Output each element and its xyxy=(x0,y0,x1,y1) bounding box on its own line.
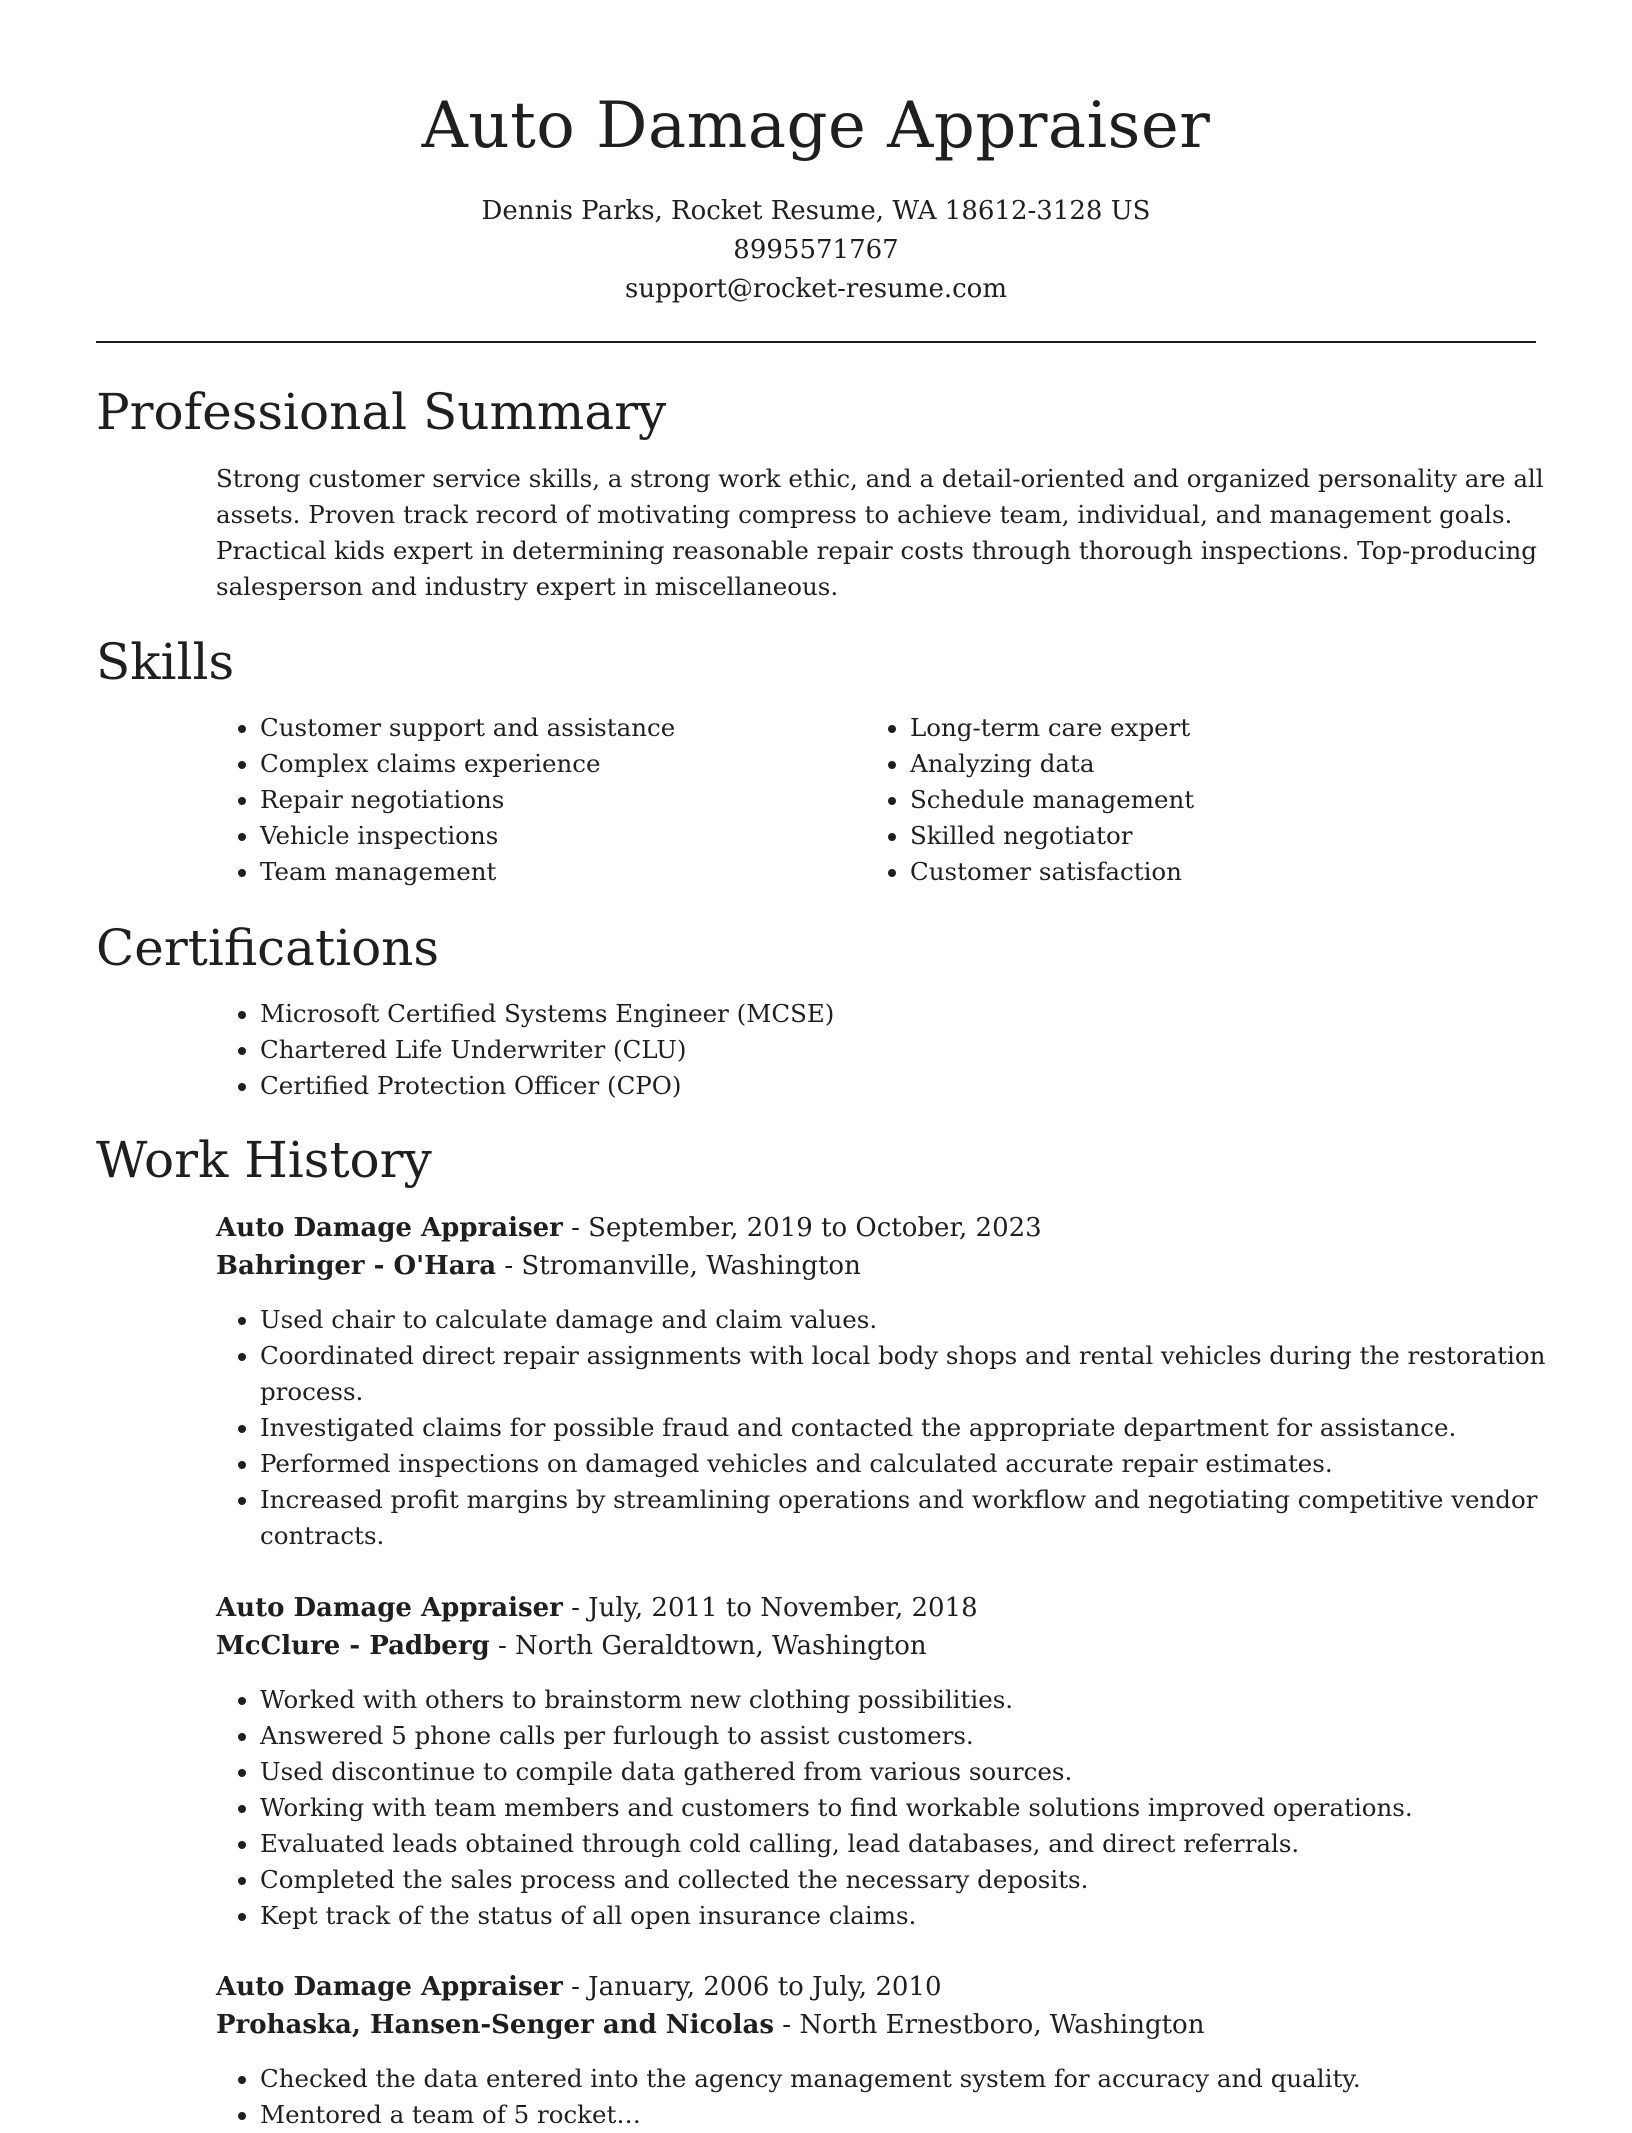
job-company-line: McClure - Padberg - North Geraldtown, Washington xyxy=(216,1631,927,1661)
job-bullet: • Coordinated direct repair assignments with local body shops and rental vehicles during the restoration process. xyxy=(260,1338,1576,1410)
skill-item: • Vehicle inspections xyxy=(260,818,675,854)
job-title: Auto Damage Appraiser xyxy=(216,1213,563,1243)
resume-title: Auto Damage Appraiser xyxy=(421,89,1211,163)
job-bullet: • Evaluated leads obtained through cold calling, lead databases, and direct referrals. xyxy=(260,1826,1556,1862)
skill-item: • Analyzing data xyxy=(910,746,1194,782)
contact-phone: 8995571767 xyxy=(733,235,899,265)
job-bullet: • Mentored a team of 5 rocket… xyxy=(260,2097,1556,2133)
job-location: North Geraldtown, Washington xyxy=(515,1631,927,1661)
job-company: Bahringer - O'Hara xyxy=(216,1251,497,1281)
job-dates: September, 2019 to October, 2023 xyxy=(588,1213,1042,1243)
skills-column-left xyxy=(216,710,675,890)
job-company: McClure - Padberg xyxy=(216,1631,490,1661)
job-title-line: Auto Damage Appraiser - July, 2011 to November, 2018 xyxy=(216,1593,978,1623)
job-header xyxy=(216,1209,1536,1285)
job-bullet: • Completed the sales process and collected the necessary deposits. xyxy=(260,1862,1556,1898)
job-dates: January, 2006 to July, 2010 xyxy=(588,1972,942,2002)
job-bullets xyxy=(216,1682,1556,1934)
skill-item: • Long-term care expert xyxy=(910,710,1194,746)
job-company-line: Prohaska, Hansen-Senger and Nicolas - North Ernestboro, Washington xyxy=(216,2010,1205,2040)
job-bullet: • Checked the data entered into the agency management system for accuracy and quality. xyxy=(260,2061,1556,2097)
skill-item: • Skilled negotiator xyxy=(910,818,1194,854)
job-bullet: • Used chair to calculate damage and claim values. xyxy=(260,1302,1576,1338)
certifications-list xyxy=(216,996,1556,1104)
job-bullet: • Performed inspections on damaged vehicles and calculated accurate repair estimates. xyxy=(260,1446,1576,1482)
skills-heading: Skills xyxy=(96,633,235,691)
skills-column-right xyxy=(866,710,1194,890)
job-bullets xyxy=(216,2061,1556,2133)
certification-item: • Certified Protection Officer (CPO) xyxy=(260,1068,1556,1104)
job-bullet: • Used discontinue to compile data gathered from various sources. xyxy=(260,1754,1556,1790)
job-bullet: • Answered 5 phone calls per furlough to assist customers. xyxy=(260,1718,1556,1754)
job-bullets xyxy=(216,1302,1576,1554)
job-title-line: Auto Damage Appraiser - September, 2019 to October, 2023 xyxy=(216,1213,1042,1243)
certification-item: • Microsoft Certified Systems Engineer (MCSE) xyxy=(260,996,1556,1032)
contact-email: support@rocket-resume.com xyxy=(624,274,1007,304)
contact-address: Dennis Parks, Rocket Resume, WA 18612-3128 US xyxy=(481,196,1151,226)
job-header xyxy=(216,1968,1536,2044)
skill-item: • Complex claims experience xyxy=(260,746,675,782)
job-location: North Ernestboro, Washington xyxy=(799,2010,1205,2040)
work-history-heading: Work History xyxy=(96,1131,432,1189)
job-company-line: Bahringer - O'Hara - Stromanville, Washington xyxy=(216,1251,861,1281)
summary-heading: Professional Summary xyxy=(96,383,667,441)
job-bullet: • Investigated claims for possible fraud and contacted the appropriate department for assistance. xyxy=(260,1410,1576,1446)
job-bullet: • Kept track of the status of all open insurance claims. xyxy=(260,1898,1556,1934)
skill-item: • Customer support and assistance xyxy=(260,710,675,746)
job-location: Stromanville, Washington xyxy=(521,1251,861,1281)
certification-item: • Chartered Life Underwriter (CLU) xyxy=(260,1032,1556,1068)
skill-item: • Repair negotiations xyxy=(260,782,675,818)
job-bullet: • Working with team members and customers to find workable solutions improved operations. xyxy=(260,1790,1556,1826)
skill-item: • Customer satisfaction xyxy=(910,854,1194,890)
job-dates: July, 2011 to November, 2018 xyxy=(588,1593,978,1623)
skill-item: • Schedule management xyxy=(910,782,1194,818)
header-divider xyxy=(96,341,1536,343)
job-title: Auto Damage Appraiser xyxy=(216,1593,563,1623)
job-company: Prohaska, Hansen-Senger and Nicolas xyxy=(216,2010,774,2040)
job-bullet: • Increased profit margins by streamlining operations and workflow and negotiating competitive vendor contracts. xyxy=(260,1482,1576,1554)
job-title-line: Auto Damage Appraiser - January, 2006 to July, 2010 xyxy=(216,1972,942,2002)
contact-block xyxy=(96,192,1536,309)
job-title: Auto Damage Appraiser xyxy=(216,1972,563,2002)
job-bullet: • Worked with others to brainstorm new clothing possibilities. xyxy=(260,1682,1556,1718)
certifications-heading: Certifications xyxy=(96,919,440,977)
skill-item: • Team management xyxy=(260,854,675,890)
summary-text: Strong customer service skills, a strong work ethic, and a detail-oriented and organized personality are all assets. Proven track record of motivating compress to achieve team, individual, and management goals. Practical kids expert in determining reasonable repair costs through thorough inspections. Top-producing salesperson and industry expert in miscellaneous. xyxy=(216,464,1544,601)
job-header xyxy=(216,1589,1536,1665)
